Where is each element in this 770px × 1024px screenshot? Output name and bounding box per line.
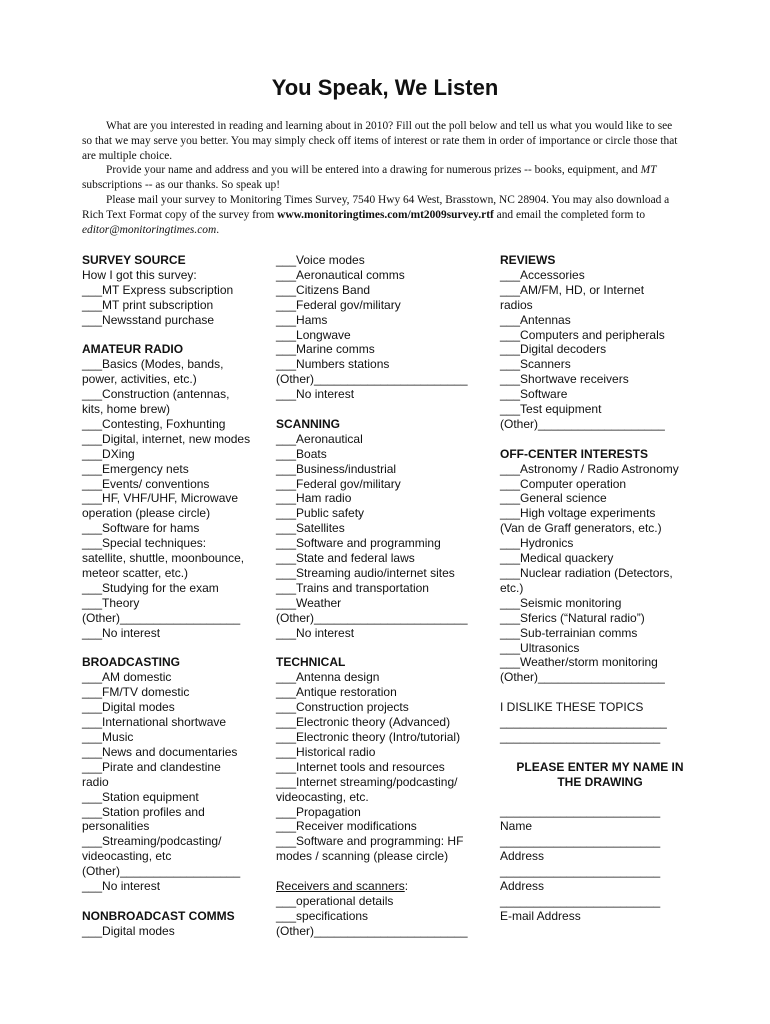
survey-item[interactable]: ___Sferics (“Natural radio”) [500,610,645,625]
survey-item[interactable]: ___Citizens Band [276,282,371,297]
survey-item[interactable]: ___Numbers stations [276,357,390,372]
survey-item[interactable]: ___Pirate and clandestine [82,759,221,774]
survey-item[interactable]: ___Longwave [276,327,351,342]
page-title: You Speak, We Listen [271,75,499,100]
survey-item[interactable]: ___AM domestic [82,670,172,685]
survey-item[interactable]: ___Ultrasonics [500,640,580,655]
survey-item[interactable]: ___Weather [276,595,342,610]
survey-item[interactable]: ___Sub-terrainian comms [500,625,638,640]
survey-item[interactable]: ________________________ [500,804,661,819]
survey-item[interactable]: (Other)_______________________ [276,923,468,938]
survey-item[interactable]: ___No interest [82,879,161,894]
survey-item[interactable]: (Other)_______________________ [276,610,468,625]
survey-item[interactable]: ___Studying for the exam [82,580,219,595]
section-heading: OFF-CENTER INTERESTS [500,446,649,461]
survey-item[interactable]: ________________________ [500,729,661,744]
section-heading: TECHNICAL [276,655,346,670]
survey-item[interactable]: ___State and federal laws [276,551,415,566]
survey-section [82,253,267,328]
section-subheading [276,879,486,894]
survey-item[interactable]: ___Events/ conventions [82,476,210,491]
survey-section [276,879,486,939]
survey-item[interactable]: ________________________ [500,893,661,908]
section-gap [500,745,700,760]
section-heading: AMATEUR RADIO [82,342,184,357]
survey-item[interactable]: ___MT print subscription [82,297,214,312]
survey-section [500,760,700,924]
survey-item[interactable]: ___Federal gov/military [276,476,401,491]
survey-item[interactable]: ___Music [82,729,134,744]
survey-item[interactable]: ___AM/FM, HD, or Internet [500,282,645,297]
survey-item[interactable]: ___Scanners [500,357,571,372]
section-heading: SURVEY SOURCE [82,253,186,267]
survey-item[interactable]: ___High voltage experiments [500,506,656,521]
survey-item[interactable]: ___Marine comms [276,342,375,357]
survey-item[interactable]: ___International shortwave [82,715,227,730]
survey-item[interactable]: ___Astronomy / Radio Astronomy [500,461,679,476]
survey-text: videocasting, etc [82,849,172,864]
survey-item[interactable]: ___Station equipment [82,789,199,804]
survey-column-2 [276,253,486,939]
survey-item[interactable]: ___operational details [276,893,394,908]
survey-text: How I got this survey: [82,267,197,282]
survey-item[interactable]: ________________________ [500,864,661,879]
survey-item[interactable]: ___No interest [276,625,355,640]
section-heading: REVIEWS [500,253,556,267]
survey-item[interactable]: ___Computers and peripherals [500,327,665,342]
survey-item[interactable]: ___Antennas [500,312,571,327]
survey-section [276,253,486,402]
survey-item[interactable]: ___Historical radio [276,744,376,759]
survey-item[interactable]: ___Public safety [276,506,365,521]
survey-item[interactable]: ___Electronic theory (Intro/tutorial) [276,729,461,744]
survey-item[interactable]: ___General science [500,491,607,506]
section-heading: SCANNING [276,416,341,431]
survey-item[interactable]: ___Aeronautical comms [276,267,405,282]
survey-item[interactable]: (Other)__________________ [82,864,241,879]
survey-item[interactable]: ___Digital modes [82,923,175,938]
survey-item[interactable]: ___Internet tools and resources [276,759,445,774]
survey-item[interactable]: ___Ham radio [276,491,352,506]
survey-item[interactable]: ___Digital, internet, new modes [82,431,251,446]
survey-item[interactable]: ___Basics (Modes, bands, [82,357,224,372]
survey-column-3 [500,253,700,924]
intro-paragraph-1: What are you interested in reading and learning about in 2010? Fill out the poll below and tell us what you would like to see so that we may serve you better. You may simply check off items of interest or rate them in order of importance or circle those that are multiple choice. [82,120,678,162]
survey-item[interactable]: ___Emergency nets [82,461,189,476]
survey-item[interactable]: ___Federal gov/military [276,297,401,312]
survey-text: meteor scatter, etc.) [82,566,189,581]
survey-item[interactable]: (Other)___________________ [500,670,665,685]
survey-item[interactable]: ___No interest [82,625,161,640]
survey-item[interactable]: ___Computer operation [500,476,627,491]
survey-text [500,790,700,805]
survey-text: videocasting, etc. [276,789,369,804]
survey-item[interactable]: ___Internet streaming/podcasting/ [276,774,458,789]
section-heading: NONBROADCAST COMMS [82,908,235,923]
survey-item[interactable]: ___Accessories [500,267,585,282]
survey-text: modes / scanning (please circle) [276,849,449,864]
survey-item[interactable]: ___MT Express subscription [82,282,234,297]
survey-item[interactable]: ___Digital modes [82,700,175,715]
survey-item[interactable]: (Other)_______________________ [276,372,468,387]
survey-text: Address [500,879,545,894]
survey-item[interactable]: ___Boats [276,446,327,461]
survey-item[interactable]: ___Special techniques: [82,536,207,551]
subheading-suffix: : [404,879,409,894]
survey-section [82,909,267,939]
survey-item[interactable]: ___Propagation [276,804,361,819]
survey-section [500,253,700,432]
intro-paragraph-2: Provide your name and address and you will be entered into a drawing for numerous prizes -- books, equipment, and MT subscriptions -- as our thanks. So speak up! [82,164,657,192]
survey-section [276,655,486,864]
survey-item[interactable]: ___Contesting, Foxhunting [82,416,226,431]
survey-item[interactable]: ___Software and programming: HF [276,834,464,849]
survey-text: radio [82,774,109,789]
survey-item[interactable]: ___Antenna design [276,670,380,685]
survey-text: power, activities, etc.) [82,372,197,387]
section-gap [500,685,700,700]
survey-item[interactable]: ___Weather/storm monitoring [500,655,658,670]
survey-text: Address [500,849,545,864]
subheading-text: Receivers and scanners [276,879,405,894]
survey-text: Name [500,819,533,834]
survey-section [82,342,267,640]
survey-item[interactable]: ___Shortwave receivers [500,372,629,387]
survey-item[interactable]: ___Station profiles and [82,804,205,819]
section-gap [82,894,267,909]
survey-column-1 [82,253,267,939]
survey-section [276,417,486,641]
survey-item[interactable]: ___Streaming/podcasting/ [82,834,222,849]
section-gap [276,864,486,879]
section-heading: BROADCASTING [82,655,180,670]
centered-heading: PLEASE ENTER MY NAME IN [516,759,684,774]
survey-item[interactable]: ___Hams [276,312,328,327]
section-gap [82,328,267,343]
survey-text: E-mail Address [500,908,581,923]
section-gap [276,641,486,656]
survey-text: operation (please circle) [82,506,211,521]
survey-item[interactable]: ___Seismic monitoring [500,595,622,610]
centered-heading: THE DRAWING [557,774,643,789]
survey-item[interactable]: ___Test equipment [500,402,602,417]
survey-item[interactable]: (Other)__________________ [82,610,241,625]
survey-item[interactable]: ___DXing [82,446,135,461]
survey-item[interactable]: ___Aeronautical [276,431,363,446]
survey-item[interactable]: ___Receiver modifications [276,819,417,834]
survey-item[interactable]: (Other)___________________ [500,416,665,431]
survey-item[interactable]: ___Newsstand purchase [82,312,215,327]
survey-section [500,700,700,745]
survey-item[interactable]: ___Business/industrial [276,461,397,476]
survey-item[interactable]: ___Streaming audio/internet sites [276,566,455,581]
survey-section [500,447,700,686]
survey-item[interactable]: ___Software [500,387,568,402]
survey-item[interactable]: ___Theory [82,595,140,610]
survey-text: (Van de Graff generators, etc.) [500,521,662,536]
survey-item[interactable]: ___Software for hams [82,521,200,536]
survey-item[interactable]: ___Medical quackery [500,551,614,566]
survey-item[interactable]: ________________________ [500,834,661,849]
survey-item[interactable]: ___HF, VHF/UHF, Microwave [82,491,239,506]
survey-text: etc.) [500,580,524,595]
intro-paragraph-3: Please mail your survey to Monitoring Times Survey, 7540 Hwy 64 West, Brasstown, NC 28904. You may also download a Rich Text Format copy of the survey from www.monitoringtimes.com/mt2009survey.rtf and email the completed form to editor@monitoringtimes.com. [82,193,670,236]
survey-item[interactable]: ___News and documentaries [82,744,238,759]
survey-text: I DISLIKE THESE TOPICS [500,700,644,715]
survey-text: kits, home brew) [82,402,171,417]
survey-item[interactable]: ___Construction projects [276,700,409,715]
intro-text [82,119,682,237]
survey-item[interactable]: ___Construction (antennas, [82,387,230,402]
survey-item[interactable]: ___Antique restoration [276,685,397,700]
survey-item[interactable]: ___Hydronics [500,536,574,551]
survey-item[interactable]: ___Trains and transportation [276,580,429,595]
survey-item[interactable]: ___specifications [276,908,369,923]
survey-text: radios [500,297,533,312]
survey-item[interactable]: ___FM/TV domestic [82,685,190,700]
section-gap [500,432,700,447]
survey-section [82,655,267,894]
survey-item[interactable]: ___Voice modes [276,253,365,267]
survey-item[interactable]: ___Satellites [276,521,345,536]
survey-text: satellite, shuttle, moonbounce, [82,551,245,566]
survey-item[interactable]: _________________________ [500,715,667,730]
survey-item[interactable]: ___No interest [276,387,355,402]
section-gap [276,402,486,417]
survey-item[interactable]: ___Electronic theory (Advanced) [276,715,451,730]
survey-item[interactable]: ___Software and programming [276,536,441,551]
survey-item[interactable]: ___Digital decoders [500,342,607,357]
section-gap [82,641,267,656]
survey-text: personalities [82,819,150,834]
survey-item[interactable]: ___Nuclear radiation (Detectors, [500,566,673,581]
